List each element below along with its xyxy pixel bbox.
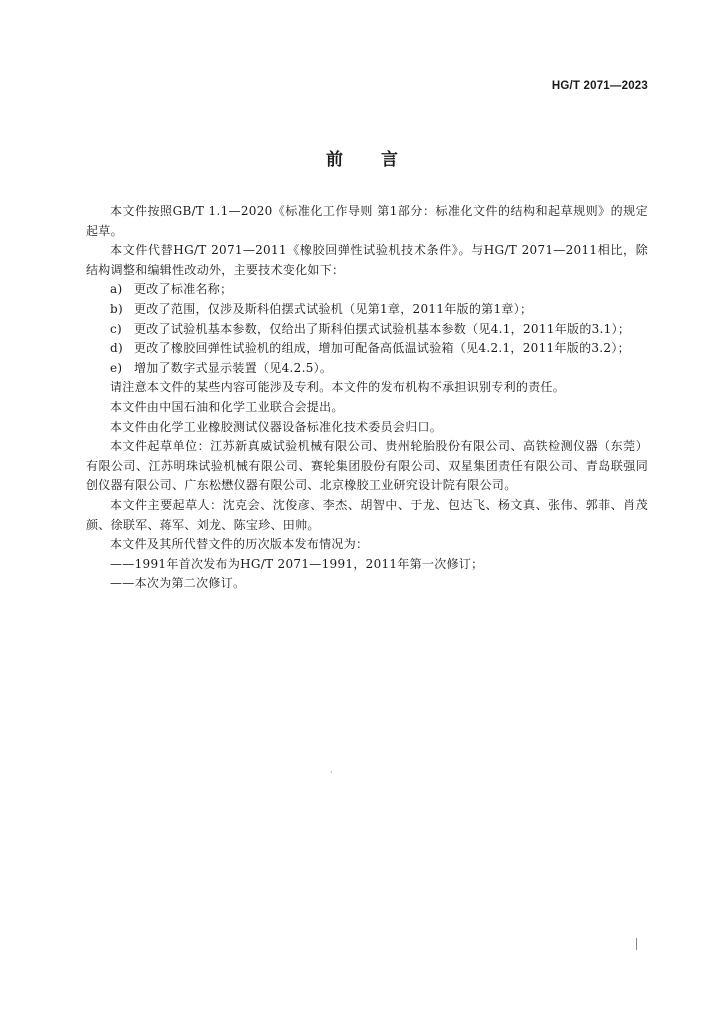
history-intro: 本文件及其所代替文件的历次版本发布情况为：: [110, 537, 369, 552]
change-marker: a): [110, 282, 123, 297]
change-text: 更改了试验机基本参数，仅给出了斯科伯摆式试验机基本参数（见4.1，2011年版的3.1）；: [134, 321, 631, 336]
history-item: ——本次为第二次修订。: [110, 576, 246, 591]
scan-speck: ·: [330, 768, 333, 777]
change-item: [86, 359, 648, 379]
standard-number: HG/T 2071—2023: [551, 80, 648, 92]
change-item: [86, 300, 648, 320]
foreword-body: [86, 202, 648, 594]
change-marker: e): [110, 360, 123, 375]
change-item: [86, 339, 648, 359]
drafters: 本文件主要起草人：沈克会、沈俊彦、李杰、胡智中、于龙、包达飞、杨文真、张伟、郭菲、肖茂颜、徐联军、蒋军、刘龙、陈宝珍、田帅。: [86, 497, 648, 532]
change-marker: c): [110, 321, 123, 336]
page-edge-mark: [636, 938, 637, 950]
page-title: 前言: [326, 150, 436, 170]
change-text: 更改了标准名称；: [134, 282, 233, 297]
change-item: [86, 320, 648, 340]
paragraph-drafting-rules: 本文件按照GB/T 1.1—2020《标准化工作导则 第1部分：标准化文件的结构和起草规则》的规定起草。: [86, 204, 648, 238]
change-text: 更改了橡胶回弹性试验机的组成，增加可配备高低温试验箱（见4.2.1，2011年版的3.2）；: [134, 341, 630, 356]
change-text: 更改了范围，仅涉及斯科伯摆式试验机（见第1章，2011年版的第1章）；: [134, 301, 533, 316]
change-marker: b): [110, 301, 123, 316]
change-item: [86, 280, 648, 300]
patent-notice: 请注意本文件的某些内容可能涉及专利。本文件的发布机构不承担识别专利的责任。: [110, 380, 566, 395]
history-item: ——1991年首次发布为HG/T 2071—1991，2011年第一次修订；: [110, 556, 484, 571]
change-marker: d): [110, 341, 123, 356]
centralized-by: 本文件由化学工业橡胶测试仪器设备标准化技术委员会归口。: [110, 419, 443, 434]
change-text: 增加了数字式显示装置（见4.2.5）。: [134, 360, 333, 375]
drafting-units: 本文件起草单位：江苏新真威试验机械有限公司、贵州轮胎股份有限公司、高铁检测仪器（东莞）有限公司、江苏明珠试验机械有限公司、赛轮集团股份有限公司、双星集团责任有限公司、青岛联强同创仪器有限公司、广东松懋仪器有限公司、北京橡胶工业研究设计院有限公司。: [86, 439, 648, 493]
paragraph-replacement: 本文件代替HG/T 2071—2011《橡胶回弹性试验机技术条件》。与HG/T 2071—2011相比，除结构调整和编辑性改动外，主要技术变化如下：: [86, 243, 648, 277]
proposed-by: 本文件由中国石油和化学工业联合会提出。: [110, 399, 344, 414]
